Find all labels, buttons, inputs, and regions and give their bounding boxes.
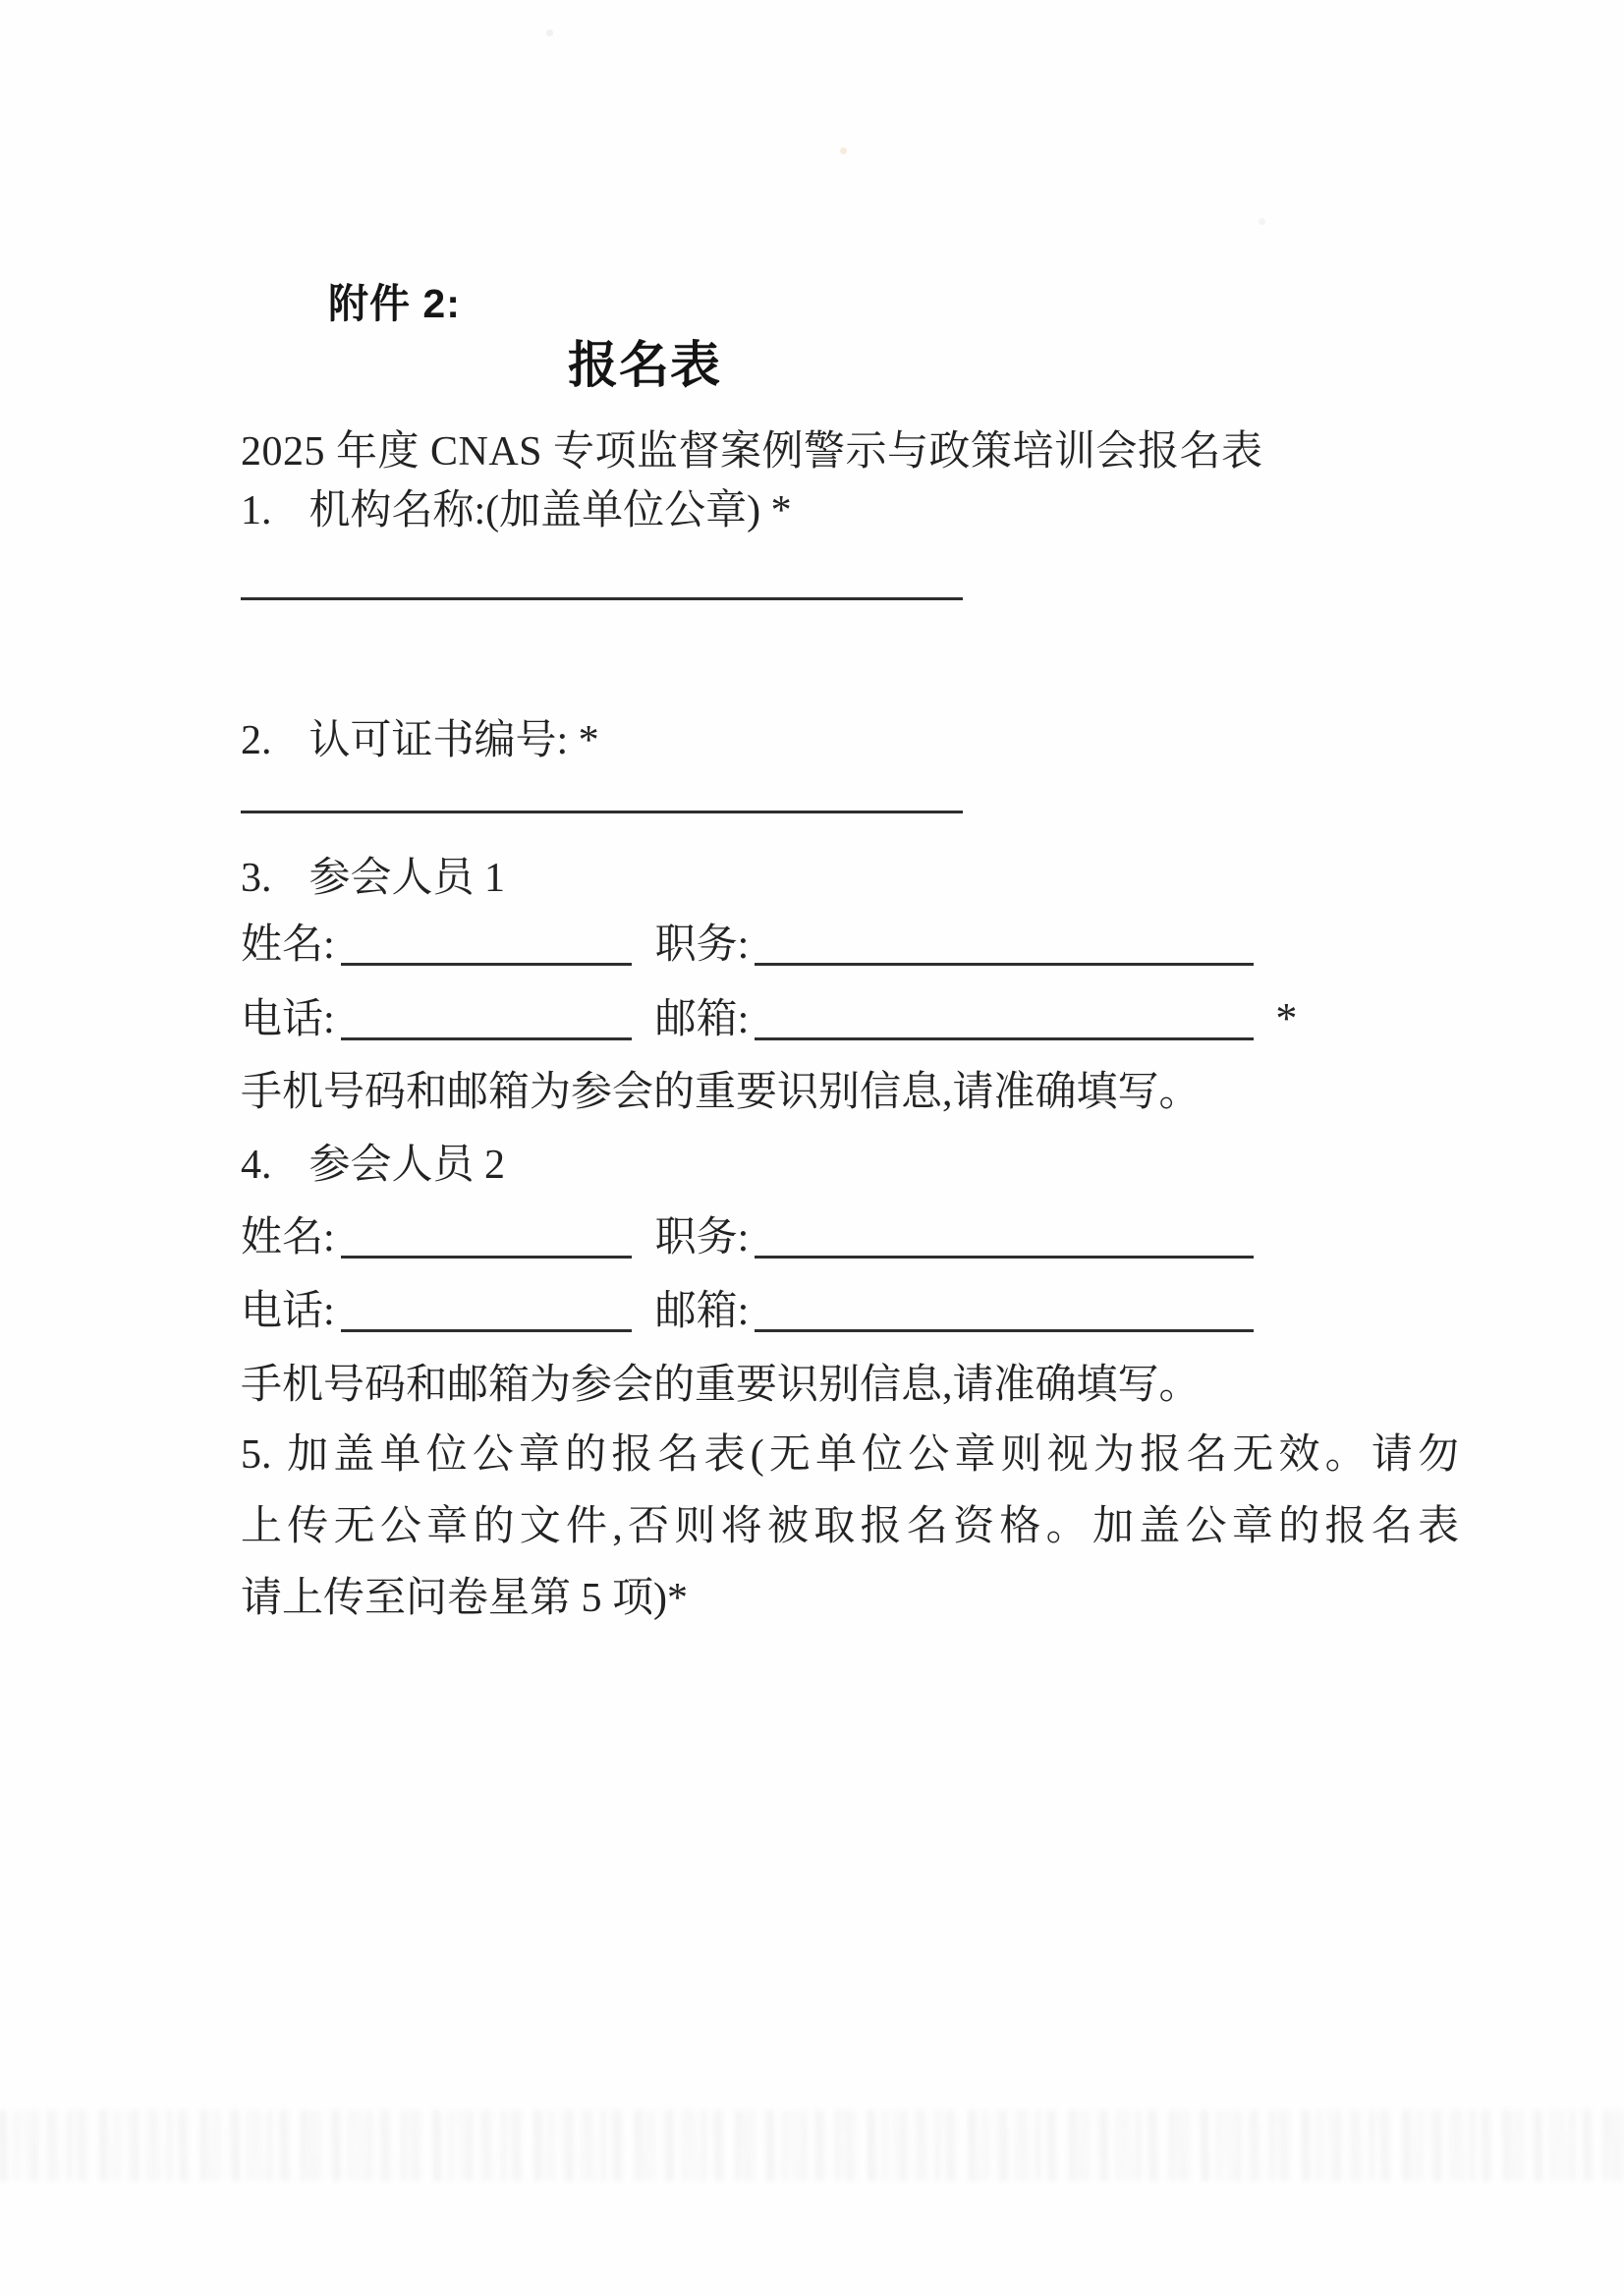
scan-speck [546, 29, 553, 36]
phone-label: 电话: [241, 1289, 335, 1334]
org-name-blank-line [241, 597, 963, 600]
name-blank-line [341, 1248, 632, 1259]
item-4-text: 参会人员 2 [308, 1143, 506, 1188]
item-2-text: 认可证书编号: * [308, 718, 599, 763]
name-label: 姓名: [241, 923, 335, 968]
phone-label: 电话: [241, 997, 335, 1042]
email-label: 邮箱: [654, 997, 750, 1042]
item-1-number: 1. [241, 488, 272, 533]
item-2-certificate-number [241, 715, 599, 766]
phone-blank-line [341, 1321, 632, 1332]
form-subtitle: 2025 年度 CNAS 专项监督案例警示与政策培训会报名表 [241, 429, 1263, 475]
item-4-participant-2 [241, 1140, 505, 1191]
name-blank-line [341, 955, 632, 966]
phone-blank-line [341, 1030, 632, 1040]
attachment-label: 附件 2: [328, 281, 461, 326]
name-label: 姓名: [241, 1215, 335, 1260]
participant-2-contact-row [241, 1286, 1254, 1337]
position-blank-line [755, 1248, 1254, 1259]
email-label: 邮箱: [654, 1289, 750, 1334]
item-5-line-3: 请上传至问卷星第 5 项)* [241, 1576, 688, 1621]
position-label: 职务: [654, 1215, 750, 1260]
participant-1-name-row [241, 920, 1254, 971]
item-3-text: 参会人员 1 [308, 856, 506, 901]
item-5-line-1: 5. 加盖单位公章的报名表(无单位公章则视为报名无效。请勿 [241, 1432, 1459, 1478]
item-5-line-2: 上传无公章的文件,否则将被取报名资格。加盖公章的报名表 [241, 1504, 1459, 1549]
participant-2-name-row [241, 1212, 1254, 1263]
form-title: 报名表 [568, 337, 722, 393]
participant-1-contact-row [241, 993, 1297, 1045]
position-label: 职务: [654, 923, 750, 968]
scan-speck [840, 147, 847, 154]
item-2-number: 2. [241, 718, 272, 763]
position-blank-line [755, 955, 1254, 966]
item-1-org-name [241, 485, 792, 536]
item-3-participant-1 [241, 853, 505, 904]
required-marker: * [1275, 994, 1298, 1042]
email-blank-line [755, 1030, 1254, 1040]
item-3-number: 3. [241, 856, 272, 901]
participant-2-note: 手机号码和邮箱为参会的重要识别信息,请准确填写。 [241, 1363, 1201, 1408]
email-blank-line [755, 1321, 1254, 1332]
scan-speck [1259, 218, 1265, 225]
certificate-number-blank-line [241, 811, 963, 813]
scan-bleedthrough-band [0, 2110, 1624, 2181]
participant-1-note: 手机号码和邮箱为参会的重要识别信息,请准确填写。 [241, 1070, 1201, 1115]
item-1-text: 机构名称:(加盖单位公章) * [308, 488, 792, 533]
item-4-number: 4. [241, 1143, 272, 1188]
